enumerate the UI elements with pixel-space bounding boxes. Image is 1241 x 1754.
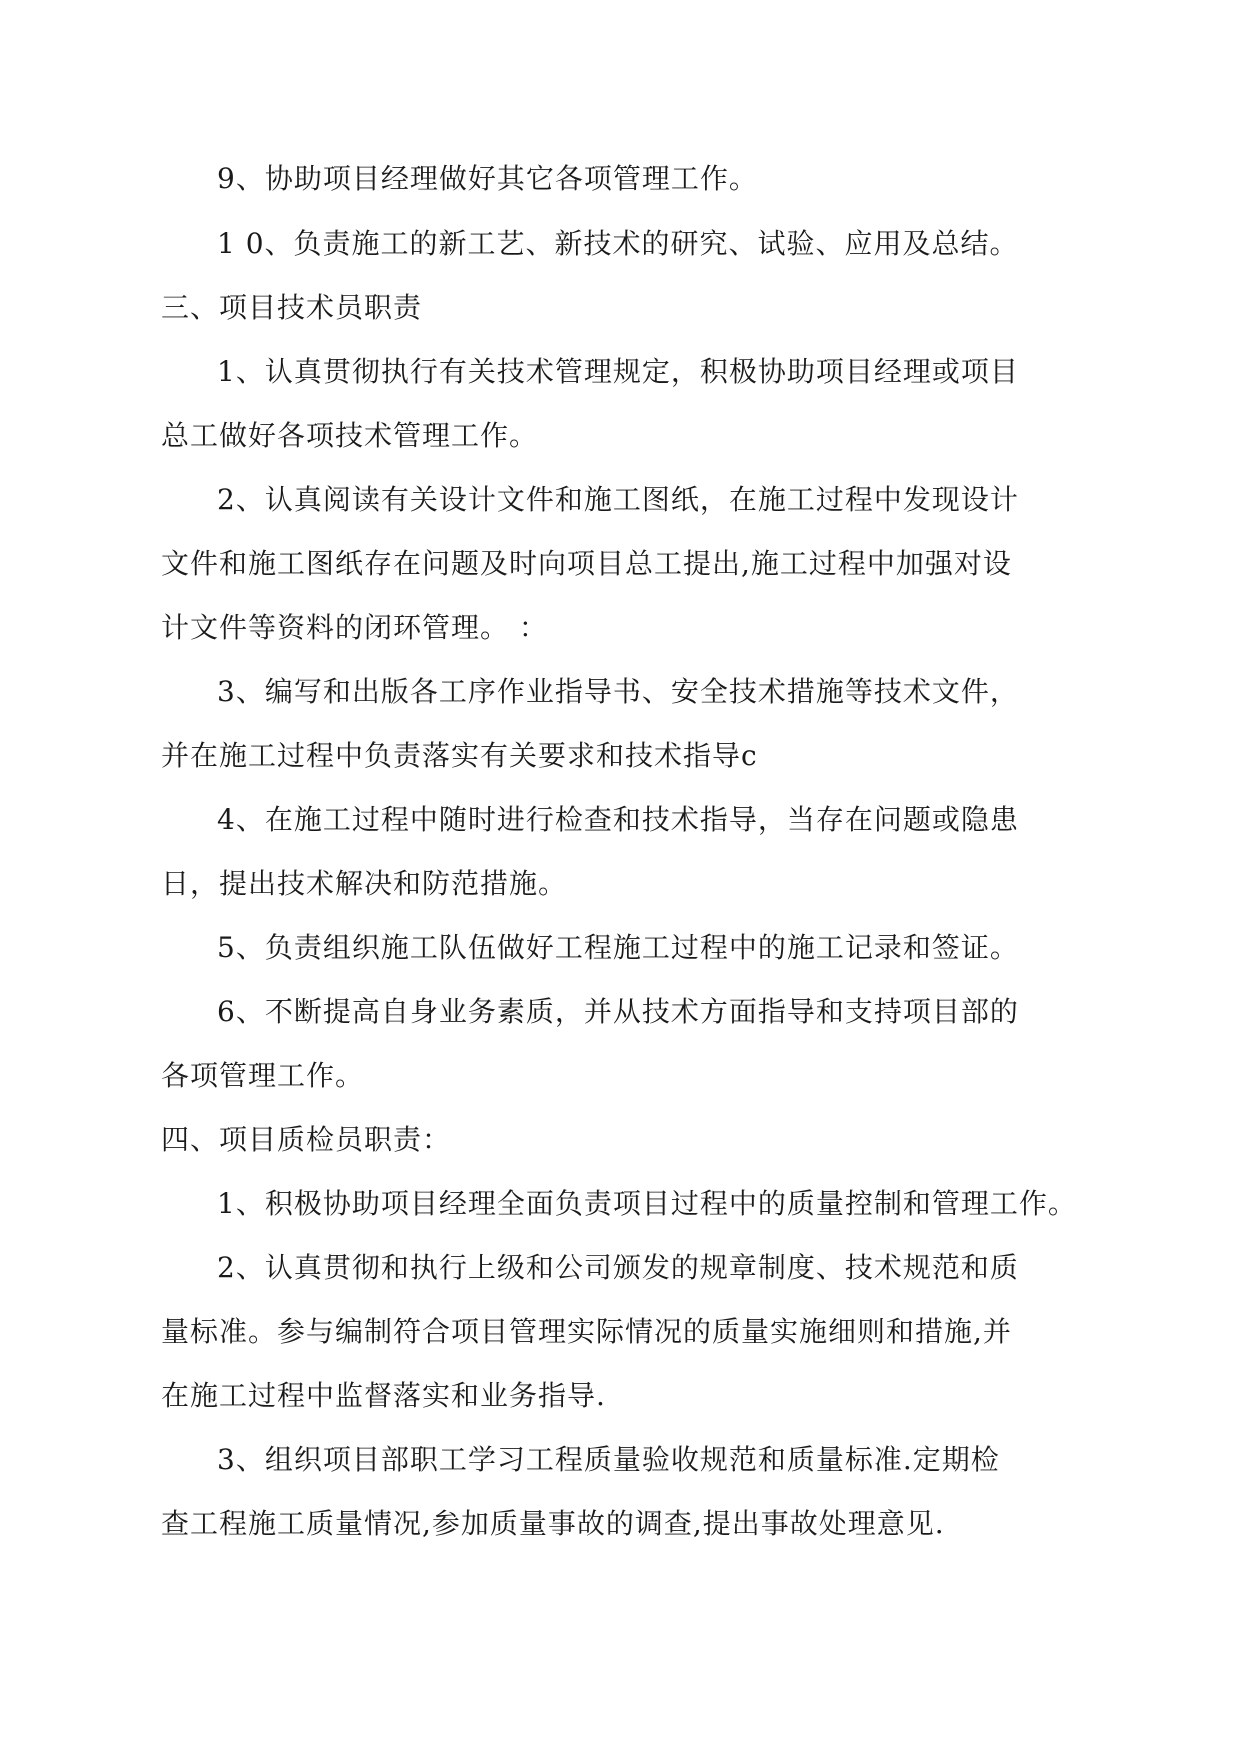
technician-item-1-line-2: 总工做好各项技术管理工作。 [161, 419, 539, 452]
section-heading-inspector: 四、项目质检员职责： [161, 1123, 452, 1156]
inspector-item-2-line-3: 在施工过程中监督落实和业务指导. [161, 1379, 606, 1412]
technician-item-4-line-2: 日，提出技术解决和防范措施。 [161, 867, 568, 900]
inspector-item-1-line-1: 1、积极协助项目经理全面负责项目过程中的质量控制和管理工作。 [217, 1187, 1077, 1220]
technician-item-6-line-1: 6、不断提高自身业务素质，并从技术方面指导和支持项目部的 [217, 995, 1019, 1028]
inspector-item-3-line-1: 3、组织项目部职工学习工程质量验收规范和质量标准.定期检 [217, 1443, 1000, 1476]
inspector-item-2-line-1: 2、认真贯彻和执行上级和公司颁发的规章制度、技术规范和质 [217, 1251, 1019, 1284]
technician-item-6-line-2: 各项管理工作。 [161, 1059, 365, 1092]
technician-item-2-line-2: 文件和施工图纸存在问题及时向项目总工提出,施工过程中加强对设 [161, 547, 1012, 580]
technician-item-3-line-1: 3、编写和出版各工序作业指导书、安全技术措施等技术文件， [217, 675, 1019, 708]
item-10-line: 1 0、负责施工的新工艺、新技术的研究、试验、应用及总结。 [217, 227, 1019, 260]
technician-item-3-line-2: 并在施工过程中负责落实有关要求和技术指导c [161, 739, 758, 772]
technician-item-1-line-1: 1、认真贯彻执行有关技术管理规定，积极协助项目经理或项目 [217, 355, 1019, 388]
inspector-item-3-line-2: 查工程施工质量情况,参加质量事故的调查,提出事故处理意见. [161, 1507, 945, 1540]
technician-item-4-line-1: 4、在施工过程中随时进行检查和技术指导，当存在问题或隐患 [217, 803, 1019, 836]
inspector-item-2-line-2: 量标准。参与编制符合项目管理实际情况的质量实施细则和措施,并 [161, 1315, 1012, 1348]
technician-item-2-line-1: 2、认真阅读有关设计文件和施工图纸，在施工过程中发现设计 [217, 483, 1019, 516]
technician-item-2-line-3: 计文件等资料的闭环管理。 ： [161, 611, 548, 644]
technician-item-5-line-1: 5、负责组织施工队伍做好工程施工过程中的施工记录和签证。 [217, 931, 1019, 964]
item-9-line: 9、协助项目经理做好其它各项管理工作。 [217, 162, 758, 195]
section-heading-technician: 三、项目技术员职责 [161, 291, 423, 324]
